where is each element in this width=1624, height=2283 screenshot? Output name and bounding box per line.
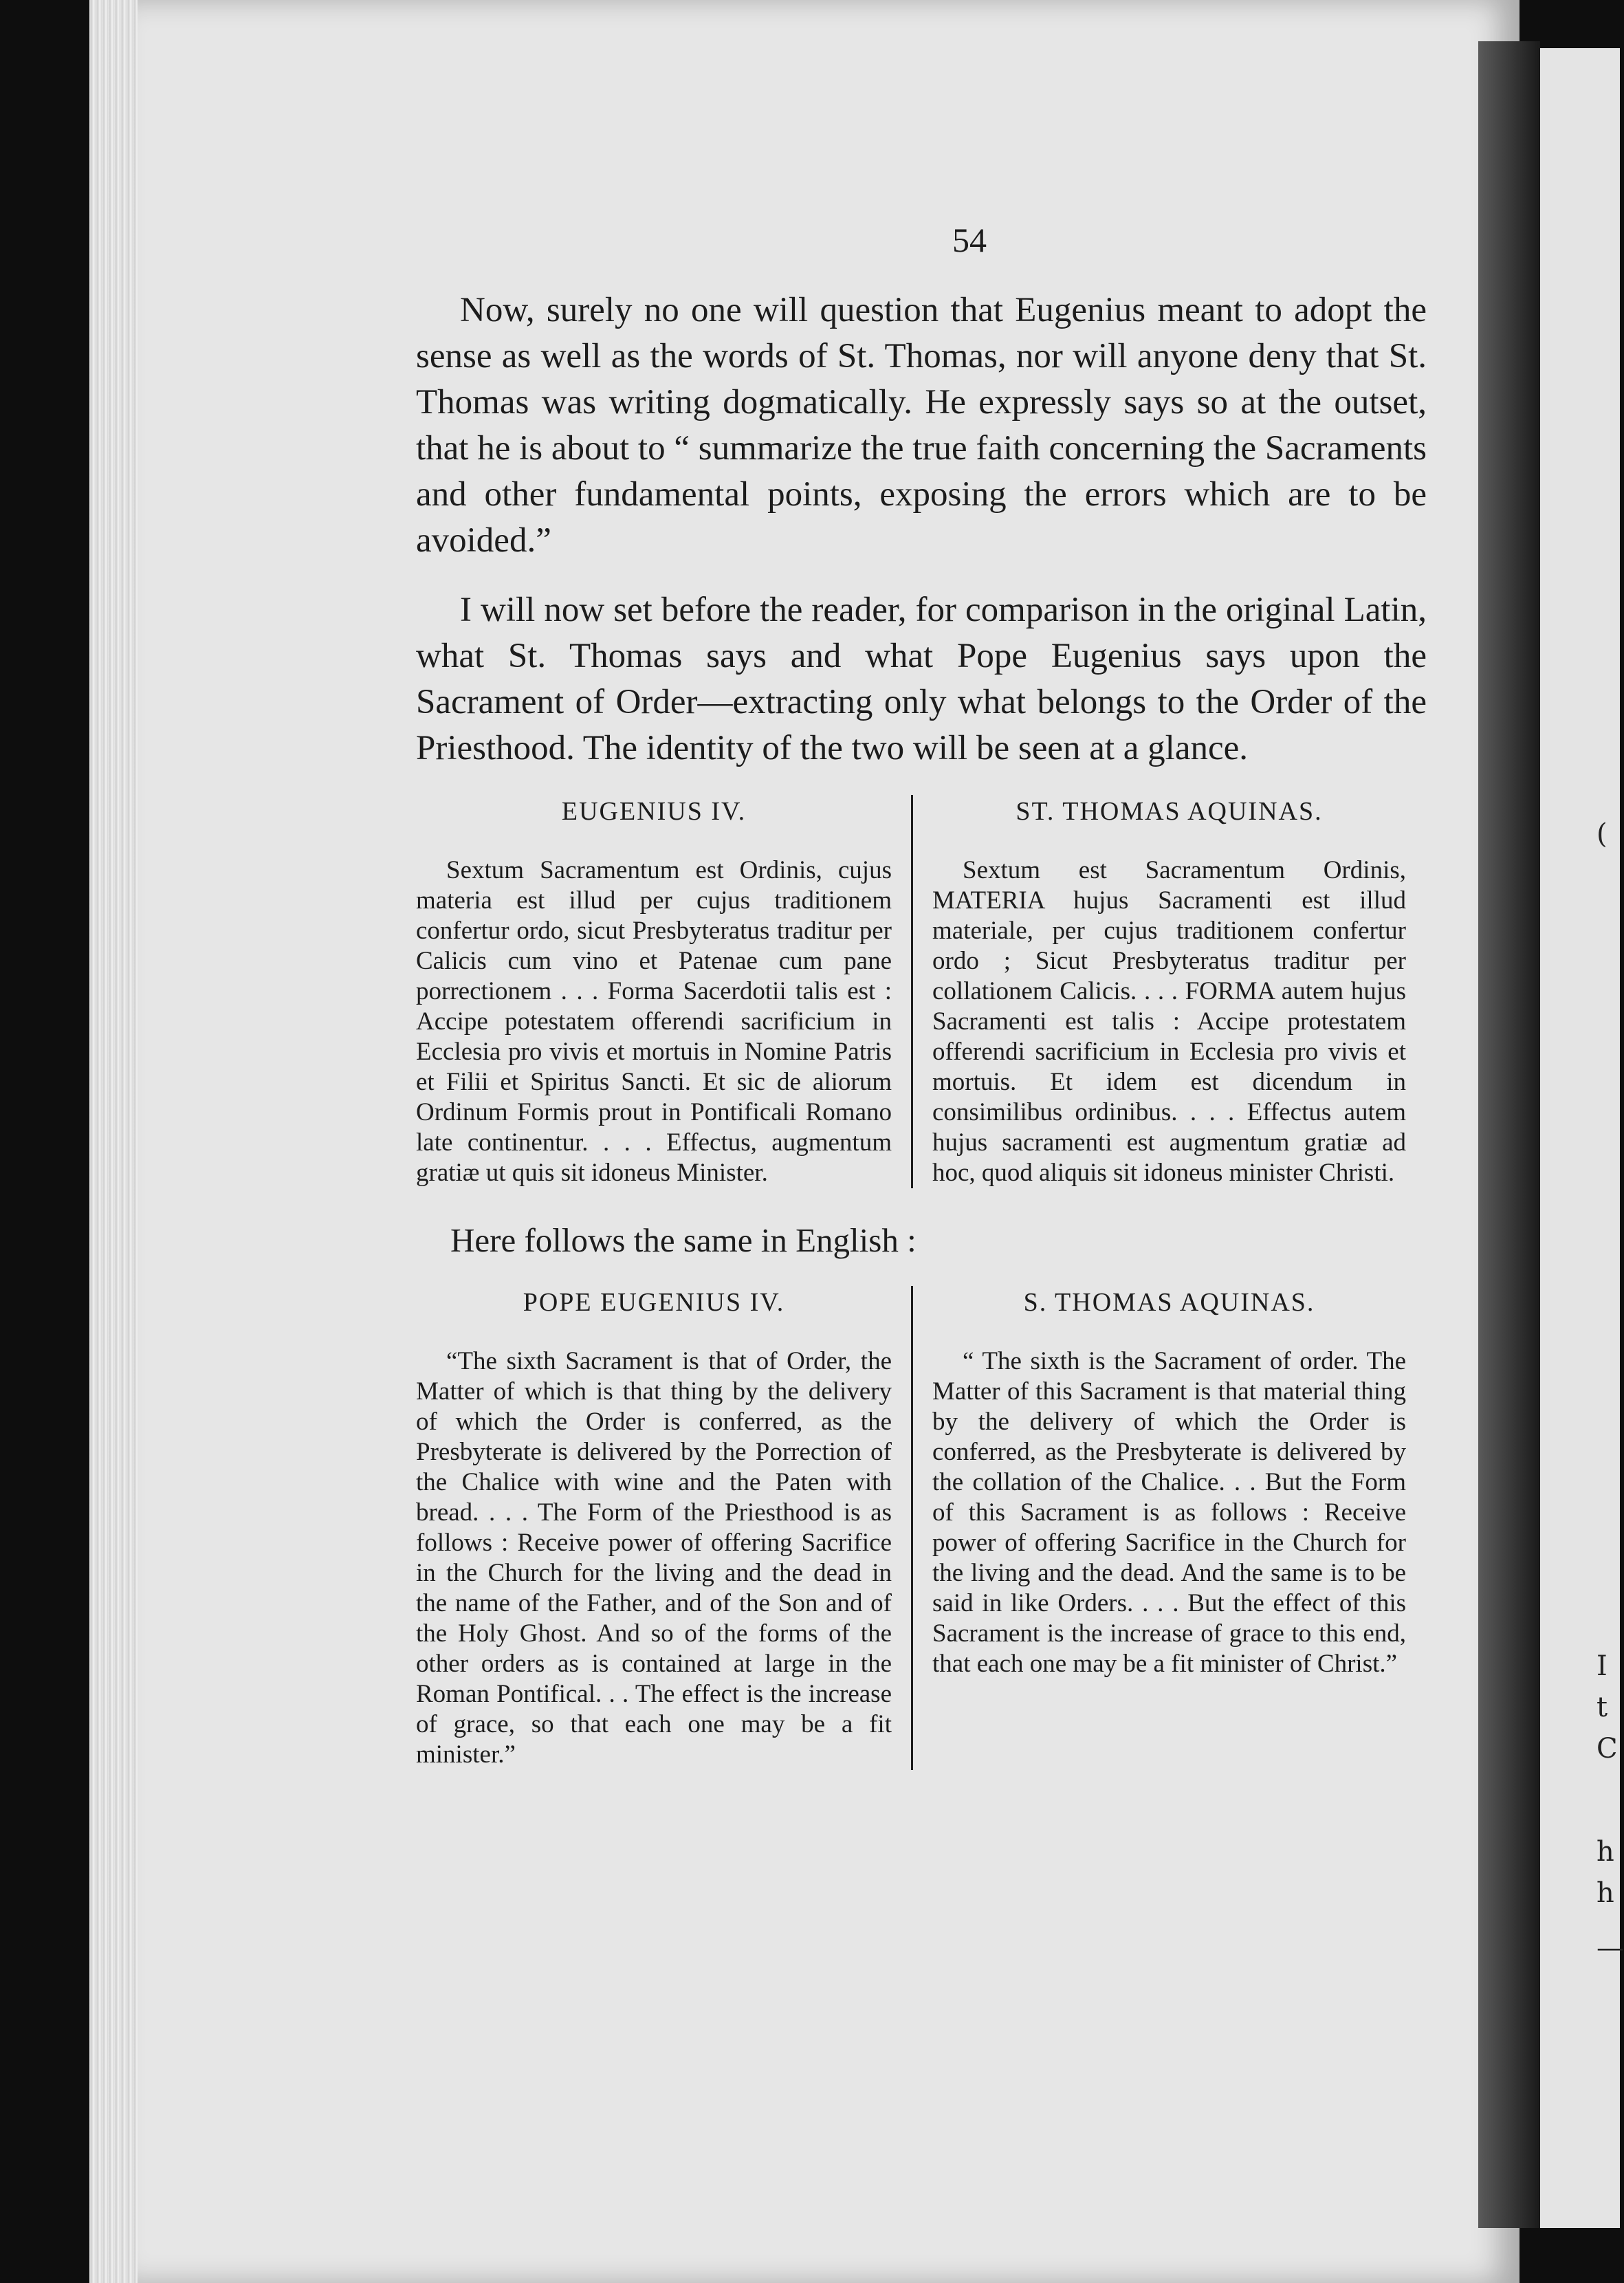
column-heading: ST. THOMAS AQUINAS. (1016, 797, 1323, 826)
english-intro: Here follows the same in English : (450, 1221, 917, 1259)
gutter-shadow (1478, 41, 1540, 2228)
column-heading: POPE EUGENIUS IV. (523, 1288, 785, 1317)
body-paragraph: I will now set before the reader, for comparison in the original Latin, what St. Thomas says and what Pope Eugenius says upon the Sacrament of Order—extracting only what belongs to the Order of the Priesthood. The identity of the two will be seen at a glance. (416, 591, 1427, 767)
column-text: “The sixth Sacrament is that of Order, the Matter of which is that thing by the delivery of which the Order is conferred, as the Presbyterate is delivered by the Porrection of the Chalice with wine and the Paten with bread. . . . The Form of the Priesthood is as follows : Receive power of offering Sacrifice in the Church for the living and the dead in the name of the Father, and of the Son and of the Holy Ghost. And so of the forms of the other orders as is contained at large in the Roman Pontifical. . . The effect is the increase of grace, so that each one may be a fit minister.” (416, 1347, 892, 1769)
adjacent-page-fragment: ( (1596, 818, 1607, 850)
adjacent-page-fragment: h (1596, 1877, 1614, 1909)
english-column-thomas (911, 1286, 1406, 1770)
column-heading: S. THOMAS AQUINAS. (1023, 1288, 1315, 1317)
page-number: 54 (952, 221, 987, 259)
latin-column-thomas (911, 795, 1406, 1188)
column-text: Sextum Sacramentum est Ordinis, cujus materia est illud per cujus traditionem confertur ordo, sicut Presbyteratus traditur per Calicis cum vino et Patenae cum pane porrectionem . . . Forma Sacerdotii talis est : Accipe potestatem offerendi sacrificium in Ecclesia pro vivis et mortuis in Nomine Patris et Filii et Spiritus Sancti. Et sic de aliorum Ordinum Formis prout in Pontificali Romano late continentur. . . . Effectus, augmentum gratiæ ut quis sit idoneus Minister. (416, 856, 892, 1187)
body-paragraph: Now, surely no one will question that Eugenius meant to adopt the sense as well as the words of St. Thomas, nor will anyone deny that St. Thomas was writing dogmatically. He expressly says so at the outset, that he is about to “ summarize the true faith concerning the Sacraments and other fundamental points, exposing the errors which are to be avoided.” (416, 291, 1427, 560)
column-text: Sextum est Sacramentum Ordinis, MATERIA hujus Sacramenti est illud materiale, per cujus traditionem confertur ordo ; Sicut Presbyteratus traditur per collationem Calicis. . . . FORMA autem hujus Sacramenti est talis : Accipe protestatem offerendi sacrificium in Ecclesia pro vivis et mortuis. Et idem est dicendum in consimilibus ordinibus. . . . Effectus autem hujus sacramenti est augmentum gratiæ ad hoc, quod aliquis sit idoneus minister Christi. (932, 856, 1406, 1187)
adjacent-page-edge (1540, 48, 1624, 2228)
adjacent-page-fragment: C (1596, 1733, 1618, 1765)
latin-comparison (416, 795, 1427, 1188)
column-heading: EUGENIUS IV. (561, 797, 747, 826)
latin-column-eugenius (416, 795, 911, 1188)
column-text: “ The sixth is the Sacrament of order. The Matter of this Sacrament is that material thing by the delivery of which the Order is conferred, as the Presbyterate is delivered by the collation of the Chalice. . . But the Form of this Sacrament is as follows : Receive power of offering Sacrifice in the Church for the living and the dead. And the same is to be said in like Orders. . . . But the effect of this Sacrament is the increase of grace to this end, that each one may be a fit minister of Christ.” (932, 1347, 1406, 1678)
english-comparison (416, 1286, 1427, 1770)
english-column-eugenius (416, 1286, 911, 1770)
page-content (416, 220, 1427, 1770)
adjacent-page-fragment: h (1596, 1836, 1614, 1868)
adjacent-page-fragment: I (1596, 1650, 1607, 1682)
adjacent-page-fragment: t (1596, 1692, 1608, 1723)
adjacent-page-fragment: — (1596, 1932, 1624, 1964)
